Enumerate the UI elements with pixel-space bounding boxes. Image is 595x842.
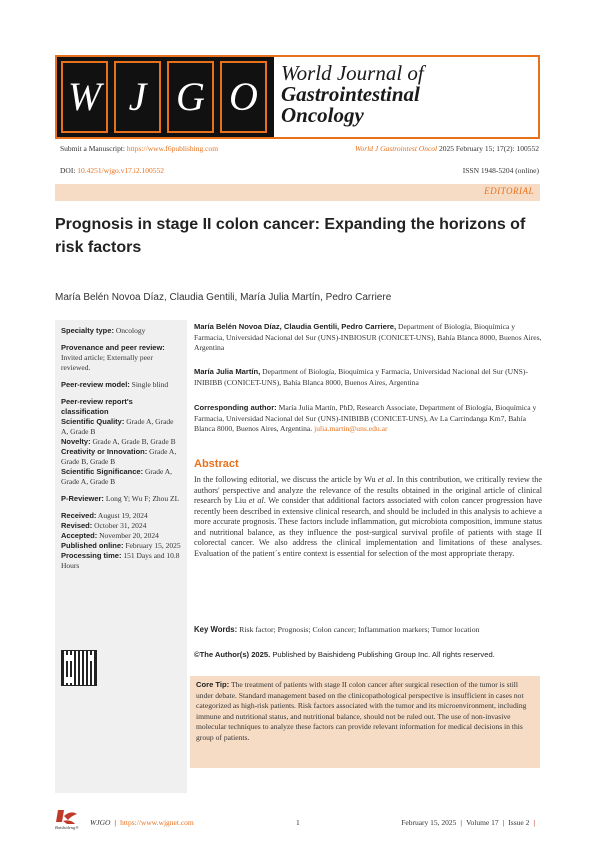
logo-letter-g: G bbox=[167, 61, 214, 133]
footer-left: WJGO | https://www.wjgnet.com bbox=[90, 818, 194, 827]
baishideng-wordmark: Baishideng® bbox=[55, 825, 79, 830]
abstract-heading: Abstract bbox=[194, 458, 239, 470]
baishideng-logo-icon bbox=[55, 808, 83, 830]
creativity-grade: Creativity or Innovation: Grade A, Grade B, Grade B bbox=[61, 447, 177, 466]
issn-line: ISSN 1948-5204 (online) bbox=[462, 166, 539, 175]
peer-review-model-block: Peer-review model: Single blind bbox=[61, 380, 169, 389]
reviewer-block: P-Reviewer: Long Y; Wu F; Zhou ZL bbox=[61, 494, 180, 503]
logo-letter-o: O bbox=[220, 61, 267, 133]
novelty-grade: Novelty: Grade A, Grade B, Grade B bbox=[61, 437, 176, 446]
published-date: Published online: February 15, 2025 bbox=[61, 541, 181, 550]
affiliation-1: María Belén Novoa Díaz, Claudia Gentili, Pedro Carriere, Department of Biología, Bioquímica y Farmacia, Universidad Nacional del Sur (UNS)-INBIOSUR (CONICET-UNS), Bahía Blanca 8000, Buenos Aires, Argentina bbox=[194, 322, 542, 352]
abstract-text: In the following editorial, we discuss the article by Wu et al. In this contribution, we critically review the authors' perspective and analyze the relevance of the results obtained in the original article of clinical research by Liu et al. We consider that additional factors associated with colon cancer progression have recently been described in extensive clinical research, and should be included in this analysis to achieve a more accurate prognosis. These factors include inflammation, gut microbiota composition, immune status and nutritional balance, as they influence the post-surgical survival profile of patients with stage II colorectal cancer. We also address the clinical implementation and limitations of these analyses. Evaluation of the patient´s entire context is essential for selection of the most appropriate therapy. bbox=[194, 475, 543, 558]
doi-line: DOI: 10.4251/wjgo.v17.i2.100552 bbox=[60, 166, 164, 175]
specialty-block: Specialty type: Oncology bbox=[61, 326, 146, 335]
copyright-line: ©The Author(s) 2025. Published by Baishideng Publishing Group Inc. All rights reserved. bbox=[194, 650, 495, 659]
dates-block bbox=[61, 511, 182, 571]
significance-grade: Scientific Significance: Grade A, Grade A, Grade B bbox=[61, 467, 173, 486]
doi-link[interactable]: 10.4251/wjgo.v17.i2.100552 bbox=[77, 166, 164, 175]
received-date: Received: August 19, 2024 bbox=[61, 511, 148, 520]
keywords: Key Words: Risk factor; Prognosis; Colon cancer; Inflammation markers; Tumor location bbox=[194, 625, 480, 634]
logo-mark bbox=[57, 57, 274, 137]
submit-line: Submit a Manuscript: https://www.f6publishing.com bbox=[60, 144, 219, 153]
classification-block: Peer-review report's classification Scientific Quality: Grade A, Grade A, Grade B Novelty: Grade A, Grade B, Grade B Creativity or Innovation: Grade A, Grade B, Grade B Scientific Significance: Grade A, Grade A, Grade B bbox=[61, 397, 182, 487]
section-label: EDITORIAL bbox=[484, 186, 534, 196]
provenance-block: Provenance and peer review: Invited article; Externally peer reviewed. bbox=[61, 343, 165, 372]
article-info-sidebar bbox=[55, 320, 187, 793]
quality-grade: Scientific Quality: Grade A, Grade A, Grade B bbox=[61, 417, 174, 436]
journal-name: World Journal of Gastrointestinal Oncology bbox=[281, 61, 424, 127]
revised-date: Revised: October 31, 2024 bbox=[61, 521, 147, 530]
accepted-date: Accepted: November 20, 2024 bbox=[61, 531, 159, 540]
author-list: María Belén Novoa Díaz, Claudia Gentili, María Julia Martín, Pedro Carriere bbox=[55, 292, 392, 303]
footer-right: February 15, 2025 | Volume 17 | Issue 2 | bbox=[401, 818, 535, 827]
logo-letter-j: J bbox=[114, 61, 161, 133]
article-title: Prognosis in stage II colon cancer: Expanding the horizons of risk factors bbox=[55, 216, 526, 256]
page-number: 1 bbox=[296, 818, 300, 827]
footer-website-link[interactable]: https://www.wjgnet.com bbox=[120, 818, 194, 827]
citation-line: World J Gastrointest Oncol 2025 February 15; 17(2): 100552 bbox=[354, 144, 539, 153]
processing-time: Processing time: 151 Days and 10.8 Hours bbox=[61, 551, 180, 570]
section-bar bbox=[55, 184, 540, 201]
corresponding-author: Corresponding author: María Julia Martín, PhD, Research Associate, Department of Biología, Bioquímica y Farmacia, Universidad Nacional del Sur (UNS)-INIBIBB (CONICET-UNS), Av La Carrindanga Km7, Bahía Blanca 8000, Buenos Aires, Argentina. julia.martin@uns.edu.ar bbox=[194, 403, 537, 433]
affiliation-2: María Julia Martín, Department of Biología, Bioquímica y Farmacia, Universidad Nacional del Sur (UNS)-INIBIBB (CONICET-UNS), Bahía Blanca 8000, Buenos Aires, Argentina bbox=[194, 367, 528, 387]
core-tip-text: Core Tip: The treatment of patients with stage II colon cancer after surgical resection of the tumor is still under debate. Standard management based on the clinicopathological perspective is insufficient in cases not categorized as high-risk patients. Risk factors associated with the tumor and its microenvironment, including immune and nutritional status, and nutritional balance, should not be ruled out. The use of non-invasive molecular techniques to analyze these factors can provide relevant information for medical decisions in this group of patients. bbox=[196, 680, 527, 742]
core-tip-box bbox=[190, 676, 540, 768]
logo-letter-w: W bbox=[61, 61, 108, 133]
submit-link[interactable]: https://www.f6publishing.com bbox=[126, 144, 219, 153]
corresponding-email-link[interactable]: julia.martin@uns.edu.ar bbox=[314, 424, 388, 433]
journal-logo bbox=[55, 55, 540, 139]
qr-code[interactable] bbox=[61, 650, 97, 686]
